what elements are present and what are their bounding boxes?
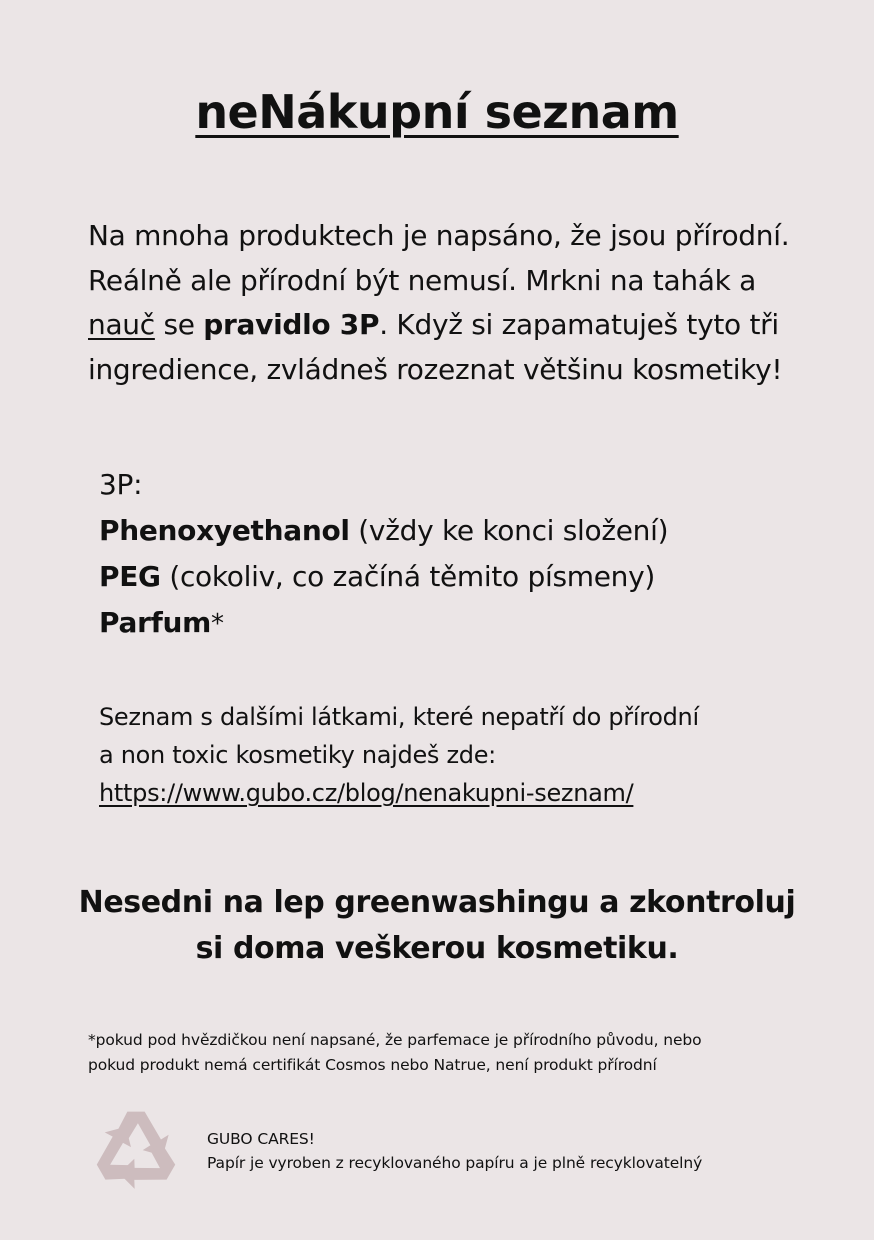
cta-line-1: Nesedni na lep greenwashingu a zkontroluj (78, 885, 796, 920)
intro-underlined-word: nauč (88, 308, 155, 341)
intro-text-3: . Když si zapamatuješ tyto tři ingredience, zvládneš rozeznat většinu kosmetiky! (88, 308, 783, 386)
intro-paragraph (88, 214, 808, 392)
rules-list (99, 462, 819, 647)
cta-line-2: si doma veškerou kosmetiku. (195, 931, 679, 966)
footnote-line-2: pokud produkt nemá certifikát Cosmos nebo Natrue, není produkt přírodní (88, 1056, 657, 1074)
rule-note: (vždy ke konci složení) (349, 514, 669, 547)
footnote-line-1: *pokud pod hvězdičkou není napsané, že parfemace je přírodního původu, nebo (88, 1031, 702, 1049)
rule-item-phenoxyethanol (99, 508, 819, 554)
rule-name: Phenoxyethanol (99, 514, 350, 547)
footnote (88, 1028, 808, 1078)
intro-bold-rule: pravidlo 3P (203, 308, 380, 341)
rule-note: * (210, 609, 224, 639)
rule-note: (cokoliv, co začíná těmito písmeny) (160, 560, 655, 593)
rules-heading: 3P: (99, 468, 143, 501)
rule-item-peg (99, 554, 819, 600)
more-info-line-2: a non toxic kosmetiky najdeš zde: (99, 741, 496, 769)
call-to-action (40, 880, 834, 972)
intro-text-2: se (154, 308, 204, 341)
more-info-link-row (99, 774, 819, 812)
rule-name: PEG (99, 560, 161, 593)
gubo-cares-text: Papír je vyroben z recyklovaného papíru a je plně recyklovatelný (207, 1154, 703, 1172)
gubo-cares-note (207, 1127, 827, 1175)
intro-text-1: Na mnoha produktech je napsáno, že jsou přírodní. Reálně ale přírodní být nemusí. Mrkni na tahák a (88, 219, 790, 297)
gubo-cares-heading: GUBO CARES! (207, 1130, 315, 1148)
page-title: neNákupní seznam (195, 85, 679, 139)
more-info-line-1: Seznam s dalšími látkami, které nepatří do přírodní (99, 703, 699, 731)
recycle-arrows (88, 1112, 181, 1200)
more-info-paragraph (99, 698, 819, 812)
rule-name: Parfum (99, 606, 211, 639)
rule-item-parfum (99, 600, 819, 647)
blog-link[interactable]: https://www.gubo.cz/blog/nenakupni-seznam/ (99, 779, 634, 807)
recycle-icon (88, 1104, 184, 1200)
